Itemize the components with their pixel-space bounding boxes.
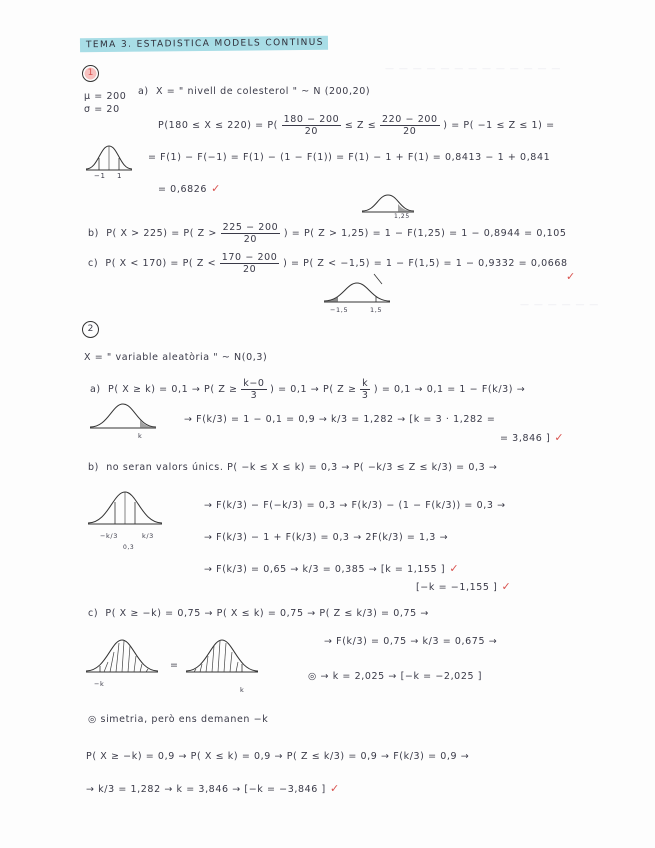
ex2-a-line3 <box>500 431 564 444</box>
equation-text: ) = 0,1 → 0,1 = 1 − F(k/3) → <box>373 384 526 395</box>
ex1-a-line3 <box>158 182 221 195</box>
denominator: 20 <box>242 264 257 275</box>
curve-equals: = <box>170 660 179 671</box>
check-icon: ✓ <box>325 782 340 795</box>
denominator: 3 <box>250 390 258 401</box>
exercise-1-number: 1 <box>82 65 99 82</box>
fraction <box>241 378 266 401</box>
part-b-label: b) <box>88 462 99 473</box>
mean-value: μ = 200 <box>84 91 127 102</box>
ex2-c-line3 <box>308 671 482 682</box>
curve-label-left: −k <box>94 680 105 688</box>
equation-text: ) = P( −1 ≤ Z ≤ 1) = <box>443 120 555 131</box>
result-text: → F(k/3) = 0,65 → k/3 = 0,385 → [k = 1,155 ] <box>204 564 446 575</box>
check-icon: ✓ <box>445 562 460 575</box>
ex1-b-line <box>88 222 567 245</box>
ex2-b-line3: → F(k/3) − 1 + F(k/3) = 0,3 → 2F(k/3) = 1,3 → <box>204 532 449 543</box>
numerator: 220 − 200 <box>381 114 438 125</box>
fraction <box>360 378 370 401</box>
std-value: σ = 20 <box>84 104 120 115</box>
denominator: 20 <box>304 126 319 137</box>
result-text: → k = 2,025 → [−k = −2,025 ] <box>320 671 483 682</box>
result-text: [−k = −1,155 ] <box>416 582 498 593</box>
ex1-c-line <box>88 252 568 275</box>
ex2-b-line4 <box>204 562 459 575</box>
ex2-b-line1 <box>88 462 497 473</box>
equation-text: P(180 ≤ X ≤ 220) = P( <box>158 120 278 131</box>
ex1-a-line2: = F(1) − F(−1) = F(1) − (1 − F(1)) = F(1) − 1 + F(1) = 0,8413 − 1 + 0,841 <box>148 152 551 163</box>
part-c-label: c) <box>88 608 99 619</box>
ex2-b-line5 <box>416 580 511 593</box>
denominator: 20 <box>403 126 417 137</box>
equation-text: P( X ≥ −k) = 0,75 → P( X ≤ k) = 0,75 → P( Z ≤ k/3) = 0,75 → <box>105 608 429 619</box>
result-text: = 0,6826 <box>158 184 208 195</box>
ex2-d-line1: P( X ≥ −k) = 0,9 → P( X ≤ k) = 0,9 → P( Z ≤ k/3) = 0,9 → F(k/3) = 0,9 → <box>86 751 470 762</box>
curve-label-right: 1,5 <box>370 306 383 314</box>
part-a-label: a) <box>90 384 101 395</box>
normal-curve-sketch-2c-right <box>184 636 260 680</box>
fraction <box>221 222 281 245</box>
equation-text: P( X < 170) = P( Z < <box>105 258 217 269</box>
page-title: TEMA 3. ESTADISTICA MODELS CONTINUS <box>80 36 328 53</box>
normal-curve-sketch-2a <box>88 400 158 436</box>
variable-definition: X = " nivell de colesterol " ~ N (200,20) <box>155 86 371 97</box>
equation-text: P( X > 225) = P( Z > <box>106 228 217 239</box>
ex2-a-line2: → F(k/3) = 1 − 0,1 = 0,9 → k/3 = 1,282 → [k = 3 · 1,282 = <box>184 414 496 425</box>
curve-label-area: 0,3 <box>123 544 135 551</box>
equation-text: ) = P( Z < −1,5) = 1 − F(1,5) = 1 − 0,9332 = 0,0668 <box>283 258 568 269</box>
part-b-label: b) <box>88 228 99 239</box>
check-icon: ✓ <box>566 270 576 283</box>
exercise-2-number: 2 <box>82 321 99 338</box>
result-text: = 3,846 ] <box>500 433 551 444</box>
numerator: 180 − 200 <box>283 114 340 125</box>
equation-text: ) = 0,1 → P( Z ≥ <box>270 384 357 395</box>
normal-curve-sketch-2c-left <box>84 636 160 680</box>
normal-curve-sketch-2b <box>86 488 164 532</box>
fraction <box>282 114 342 137</box>
part-a-label: a) <box>138 86 149 97</box>
ex1-a-definition <box>138 86 370 97</box>
curve-label-left: −1 <box>94 172 106 180</box>
curve-label-left: −1,5 <box>330 306 349 314</box>
ex2-note <box>88 714 268 725</box>
curve-label-right: k/3 <box>142 532 154 540</box>
numerator: k−0 <box>243 378 265 389</box>
fraction <box>380 114 440 137</box>
numerator: k <box>362 378 369 389</box>
equation-text: ) = P( Z > 1,25) = 1 − F(1,25) = 1 − 0,8944 = 0,105 <box>283 228 567 239</box>
curve-label-left: −k/3 <box>100 532 118 540</box>
ex2-c-line2: → F(k/3) = 0,75 → k/3 = 0,675 → <box>324 636 498 647</box>
check-icon: ✓ <box>497 580 512 593</box>
check-icon: ✓ <box>207 182 221 195</box>
denominator: 3 <box>361 390 369 401</box>
ex2-a-line1 <box>90 378 525 401</box>
ex2-c-line1 <box>88 608 429 619</box>
ex2-definition: X = " variable aleatòria " ~ N(0,3) <box>84 352 268 363</box>
equation-text: P( X ≥ k) = 0,1 → P( Z ≥ <box>107 384 238 395</box>
show-through-text: — — — — — — <box>520 300 600 310</box>
equation-text: ≤ Z ≤ <box>344 120 377 131</box>
curve-label-k: k <box>138 432 143 440</box>
numerator: 225 − 200 <box>222 222 279 233</box>
circled-a-icon: ◎ <box>308 671 317 682</box>
result-text: → k/3 = 1,282 → k = 3,846 → [−k = −3,846 ] <box>86 784 326 795</box>
ex1-a-line1 <box>158 114 555 137</box>
check-icon: ✓ <box>550 431 565 444</box>
curve-label-mark: 1,25 <box>394 213 410 220</box>
note-text: simetria, però ens demanen −k <box>100 714 269 725</box>
ex2-d-line2 <box>86 782 340 795</box>
normal-curve-sketch-1a <box>84 140 134 180</box>
numerator: 170 − 200 <box>221 252 278 263</box>
curve-label-right: k <box>240 686 245 694</box>
ex2-b-line2: → F(k/3) − F(−k/3) = 0,3 → F(k/3) − (1 − F(k/3)) = 0,3 → <box>204 500 506 511</box>
denominator: 20 <box>243 234 258 245</box>
circled-a-icon: ◎ <box>88 714 97 725</box>
equation-text: no seran valors únics. P( −k ≤ X ≤ k) = 0,3 → P( −k/3 ≤ Z ≤ k/3) = 0,3 → <box>106 462 498 473</box>
fraction <box>220 252 280 275</box>
show-through-text: — — — — — — — — — — — — — <box>385 64 562 74</box>
curve-label-right: 1 <box>117 172 123 180</box>
part-c-label: c) <box>88 258 99 269</box>
